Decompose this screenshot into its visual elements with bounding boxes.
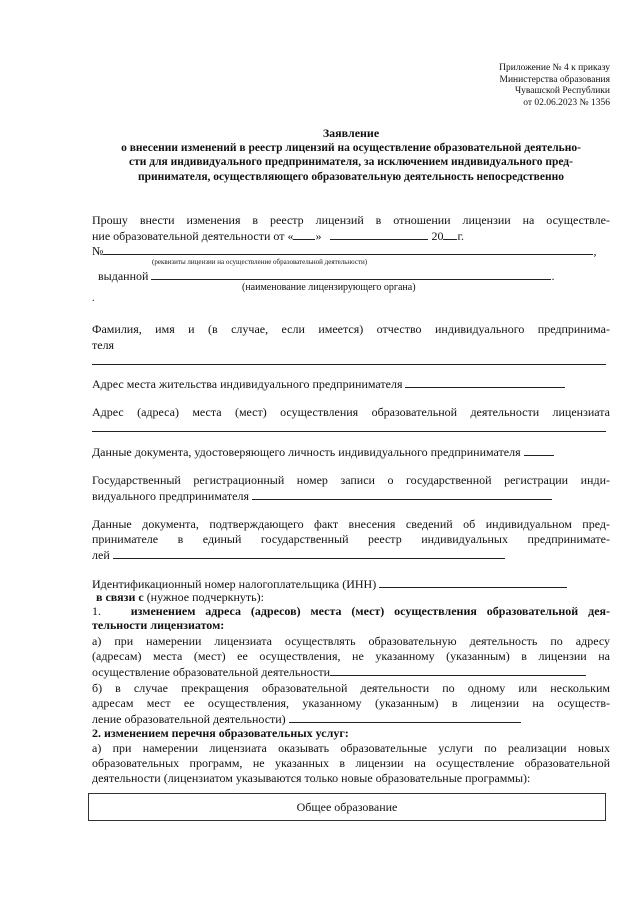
stray-dot: .	[92, 293, 95, 304]
identity-doc-label: Данные документа, удостоверяющего личность индивидуального предпринимателя	[92, 445, 521, 459]
residence-field[interactable]	[405, 376, 565, 388]
reasons-intro-rest: (нужное подчеркнуть):	[143, 590, 264, 604]
license-day-field[interactable]	[293, 228, 315, 240]
reason-1b-line-2: адресам мест ее осуществления, указанному (указанным) в лицензии на осуществ-	[92, 696, 610, 710]
appendix-line-3: Чувашской Республики	[514, 86, 610, 96]
reason-1b-line-3	[92, 711, 610, 726]
authority-hint: (наименование лицензирующего органа)	[242, 282, 416, 293]
egrip-label-line-1: Данные документа, подтверждающего факт внесения сведений об индивидуальном пред-	[92, 517, 610, 531]
license-month-field[interactable]	[330, 228, 428, 240]
reasons-intro	[96, 590, 614, 604]
fio-label-line-1: Фамилия, имя и (в случае, если имеется) отчество индивидуального предпринима-	[92, 322, 610, 336]
reasons-intro-bold: в связи с	[96, 590, 144, 604]
appendix-note	[499, 63, 610, 109]
license-year-field[interactable]	[443, 228, 457, 240]
reason-2a-line-3: деятельности (лицензиатом указываются только новые образовательные программы):	[92, 771, 531, 785]
inn-field[interactable]	[379, 576, 567, 588]
request-line-1: Прошу внести изменения в реестр лицензий в отношении лицензии на осуществле-	[92, 213, 610, 227]
title-line-2: сти для индивидуального предпринимателя, за исключением индивидуального пред-	[129, 156, 573, 168]
issued-by-line	[98, 268, 598, 283]
appendix-line-2: Министерства образования	[499, 74, 610, 85]
reason-1a-line-3	[92, 664, 610, 679]
reason-1-line-1[interactable]	[92, 604, 610, 618]
issued-label: выданной	[98, 269, 149, 283]
document-title	[92, 126, 610, 184]
reg-number-label-line-1: Государственный регистрационный номер записи о государственной регистрации инди-	[92, 473, 610, 487]
residence-label: Адрес места жительства индивидуального предпринимателя	[92, 377, 403, 391]
activity-address-field[interactable]	[92, 431, 606, 432]
title-line-3: принимателя, осуществляющего образовательную деятельность непосредственно	[138, 170, 564, 183]
licensing-authority-field[interactable]	[151, 268, 551, 280]
reg-number-line-2	[92, 488, 610, 503]
requisites-hint: (реквизиты лицензии на осуществление образовательной деятельности)	[152, 258, 368, 266]
reason-1b-field[interactable]	[289, 711, 521, 723]
reason-2a-line-2: образовательных программ, не указанных в лицензии на осуществление образовательной	[92, 756, 610, 770]
egrip-line-3	[92, 547, 610, 562]
license-number-line	[92, 243, 610, 258]
reg-number-field[interactable]	[252, 488, 552, 500]
number-sign: №	[92, 244, 104, 258]
reason-1-text-1: изменением адреса (адресов) места (мест) осуществления образовательной дея-	[130, 604, 611, 618]
identity-doc-field[interactable]	[524, 444, 554, 456]
fio-label-line-2: теля	[92, 338, 115, 352]
reg-number-label-line-2: видуального предпринимателя	[92, 489, 249, 503]
request-line-2	[92, 228, 610, 243]
license-number-field[interactable]	[103, 243, 593, 255]
reason-1a-text-3: осуществление образовательной деятельности	[92, 665, 331, 679]
request-line-2-close-quote: »	[315, 229, 322, 243]
number-comma: ,	[593, 244, 597, 258]
reason-1-number: 1.	[92, 604, 101, 618]
reason-2-heading[interactable]: 2. изменением перечня образовательных услуг:	[92, 726, 349, 740]
identity-doc-line	[92, 444, 610, 459]
request-year-prefix: 20	[431, 229, 444, 243]
reason-1a-line-1[interactable]: а) при намерении лицензиата осуществлять образовательную деятельность по адресу	[92, 634, 610, 648]
reason-1b-line-1[interactable]: б) в случае прекращения образовательной деятельности по одному или нескольким	[92, 681, 610, 695]
title-heading: Заявление	[322, 126, 380, 140]
egrip-label-line-3: лей	[92, 548, 110, 562]
general-education-box: Общее образование	[88, 793, 606, 821]
reason-1a-field[interactable]	[330, 664, 586, 676]
request-year-suffix: г.	[457, 229, 465, 243]
request-line-2-text: ние образовательной деятельности от «	[92, 229, 294, 243]
inn-line	[92, 576, 610, 591]
reason-2a-line-1[interactable]: а) при намерении лицензиата оказывать образовательные услуги по реализации новых	[92, 741, 610, 755]
inn-label: Идентификационный номер налогоплательщика (ИНН)	[92, 577, 377, 591]
reason-1-line-2: тельности лицензиатом:	[92, 618, 225, 632]
reason-1b-text-3: ление образовательной деятельности)	[92, 712, 286, 726]
reason-1a-line-2: (адресам) места (мест) ее осуществления, не указанному (указанным) в лицензии на	[92, 649, 610, 663]
activity-address-label: Адрес (адреса) места (мест) осуществления образовательной деятельности лицензиата	[92, 405, 610, 419]
egrip-field[interactable]	[113, 547, 505, 559]
fio-field[interactable]	[92, 364, 606, 365]
appendix-line-4: от 02.06.2023 № 1356	[523, 97, 610, 108]
issued-period: .	[551, 269, 555, 283]
title-line-1: о внесении изменений в реестр лицензий на осуществление образовательной деятельно-	[121, 141, 581, 154]
appendix-line-1: Приложение № 4 к приказу	[499, 63, 610, 73]
residence-line	[92, 376, 610, 391]
egrip-label-line-2: принимателе в единый государственный реестр индивидуальных предпринимате-	[92, 532, 610, 546]
